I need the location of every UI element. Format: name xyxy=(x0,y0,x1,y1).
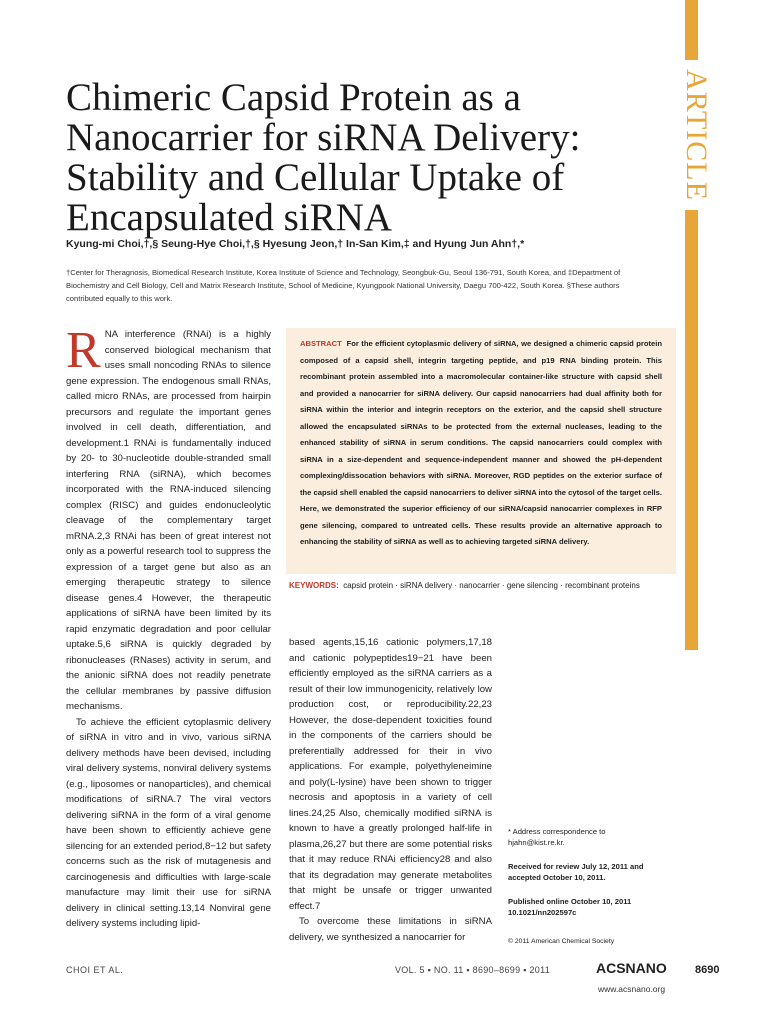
article-sidebar-label: ARTICLE xyxy=(674,60,718,210)
svg-text:ACSNANO: ACSNANO xyxy=(596,960,667,976)
abstract-text: For the efficient cytoplasmic delivery of siRNA, we designed a chimeric capsid protein composed of a capsid shell, integrin targeting peptide, and p19 RNA binding protein. This recombinant protein assembled into a macromolecular container-like structure with capsid shell and provided a nanocarrier for siRNA delivery. Our capsid nanocarriers had dual affinity both for siRNA within the interior and integrin receptors on the exterior, and the capsid shell structure allowed the encapsulated siRNAs to be protected from the external nucleases, leading to the enhanced stability of siRNA in serum conditions. The capsid nanocarriers could complex with siRNA in a size-dependent and sequence-independent manner and showed the pH-dependent complexing/dissocation behaviors with siRNA. Moreover, RGD peptides on the exterior surface of the capsid shell enabled the capsid nanocarriers to deliver siRNA into the cytosol of the target cells. Here, we demonstrated the superior efficiency of our siRNA/capsid nanocarrier complexes in RFP gene silencing, compared to untreated cells. These results provide an alternative approach to enhancing the stability of siRNA as well as to achieving targeted siRNA delivery. xyxy=(300,339,662,546)
page-number: 8690 xyxy=(695,964,720,976)
paragraph-2: To achieve the efficient cytoplasmic delivery of siRNA in vitro and in vivo, various siRNA delivery methods have been devised, including viral delivery systems, nonviral delivery systems (e.g., liposomes or nanoparticles), and chemical modifications of siRNA.7 The viral vectors delivering siRNA in the form of a viral genome have been shown to efficiently achieve gene silencing for an extended period,8−12 but safety concerns such as the risk of mutagenesis and carcinogenesis and difficulties with large-scale manufacture may limit their use for siRNA delivery in clinical setting.13,14 Nonviral gene delivery systems including lipid- xyxy=(66,716,271,929)
title-line: Encapsulated siRNA xyxy=(66,196,393,239)
keywords xyxy=(289,580,669,591)
abstract-box xyxy=(286,328,676,574)
drop-cap: R xyxy=(66,322,101,379)
paragraph-3: based agents,15,16 cationic polymers,17,18 and cationic polypeptides19−21 have been efficiently employed as the siRNA carriers as a result of their low immunogenicity, relatively low production cost, or reproducibility.22,23 However, the dose-dependent toxicities found in the components of the carriers should be preferentially addressed for their in vivo applications. For example, polyethyleneimine and poly(L-lysine) have been shown to trigger necrosis and apoptosis in a variety of cell lines.24,25 Also, chemically modified siRNA is known to have a greatly prolonged half-life in plasma,26,27 but there are some potential risks that it may reduce RNAi efficiency28 and also that its degradation may generate metabolites that might be unsafe or trigger unwanted effect.7 xyxy=(289,637,492,912)
received-note: Received for review July 12, 2011 and accepted October 10, 2011. xyxy=(508,862,644,882)
affiliations: †Center for Theragnosis, Biomedical Research Institute, Korea Institute of Science and Technology, Seongbuk-Gu, Seoul 136-791, South Korea, and ‡Department of Biochemistry and Cell Biology, Cell and Matrix Research Institute, School of Medicine, Kyungpook National University, Daegu 700-422, South Korea. §These authors contributed equally to this work. xyxy=(66,268,621,303)
paragraph-4: To overcome these limitations in siRNA delivery, we synthesized a nanocarrier for xyxy=(289,916,492,943)
keywords-text: capsid protein · siRNA delivery · nanocarrier · gene silencing · recombinant proteins xyxy=(343,581,640,590)
abstract-label: ABSTRACT xyxy=(300,339,342,348)
body-column-1 xyxy=(66,322,271,932)
body-column-2 xyxy=(289,635,492,945)
correspondence-note: * Address correspondence to hjahn@kist.re.kr. xyxy=(508,827,606,847)
copyright-note: © 2011 American Chemical Society xyxy=(508,938,615,945)
paragraph-1: NA interference (RNAi) is a highly conserved biological mechanism that uses small noncoding RNAs to silence gene expression. The endogenous small RNAs, called micro RNAs, are processed from hairpin precursors and regulate the important genes involved in cell death, differentiation, and development.1 RNAi is fundamentally induced by 20- to 30-nucleotide double-stranded small interfering RNA (siRNA), which becomes incorporated with the RNA-induced silencing complex (RISC) and guides endonucleolytic cleavage of the complementary target mRNA.2,3 RNAi has been of great interest not only as a powerful research tool to suppress the expression of a target gene but also as an emerging therapeutic strategy to silence disease genes.4 However, the therapeutic applications of siRNA have been limited by its rapid enzymatic degradation and poor cellular uptake.5,6 siRNA is quickly degraded by ribonucleases (RNases) activity in serum, and the anionic siRNA does not readily penetrate the cellular membranes by passive diffusion mechanisms. xyxy=(66,329,271,712)
author-list: Kyung-mi Choi,†,§ Seung-Hye Choi,†,§ Hyesung Jeon,† In-San Kim,‡ and Hyung Jun Ahn†,* xyxy=(66,238,525,250)
title-line: Chimeric Capsid Protein as a xyxy=(66,76,521,119)
footer-authors: CHOI ET AL. xyxy=(66,965,124,975)
keywords-label: KEYWORDS: xyxy=(289,581,339,590)
published-note: Published online October 10, 2011 10.1021/nn202597c xyxy=(508,897,632,917)
title-line: Nanocarrier for siRNA Delivery: xyxy=(66,116,581,159)
article-title xyxy=(66,78,666,238)
title-line: Stability and Cellular Uptake of xyxy=(66,156,565,199)
acsnano-logo xyxy=(596,960,680,976)
journal-url[interactable]: www.acsnano.org xyxy=(598,984,666,994)
footer-citation: VOL. 5 ▪ NO. 11 ▪ 8690–8699 ▪ 2011 xyxy=(395,965,551,975)
